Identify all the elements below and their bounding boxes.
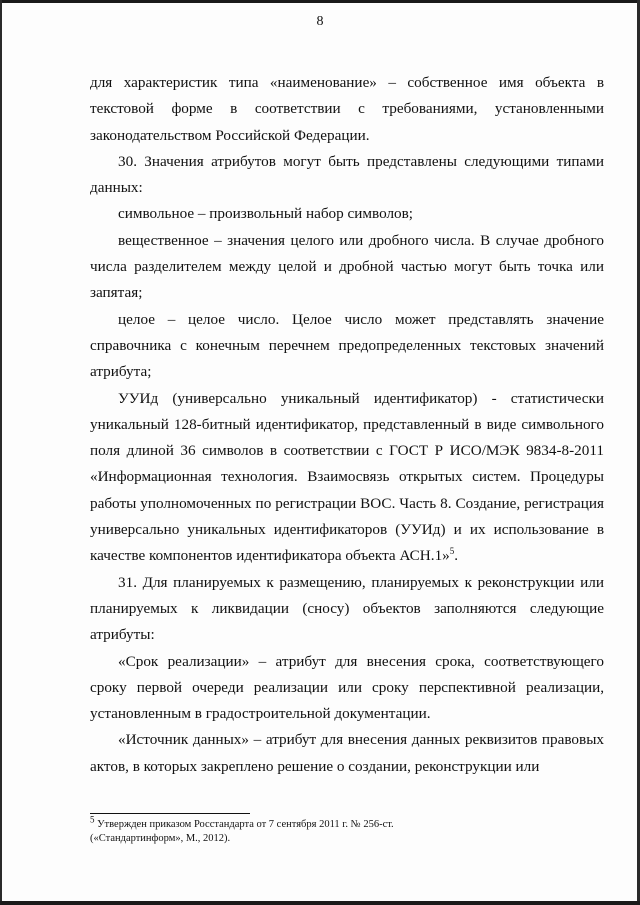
paragraph-term: «Срок реализации» – атрибут для внесения срока, соответствующего сроку первой очереди реализации или сроку перспективной реализации, установленным в градостроительной документации. [90,652,604,723]
scan-edge-top [0,0,640,3]
paragraph-integer: целое – целое число. Целое число может представлять значение справочника с конечным перечнем предопределенных текстовых значений атрибута; [90,310,604,381]
footnote-reference: 5 [449,546,455,557]
footnote-text-2: («Стандартинформ», М., 2012). [90,833,231,844]
page-number: 8 [316,14,324,29]
body-text [90,70,604,780]
paragraph-uuid-end: . [454,547,459,565]
paragraph-31: 31. Для планируемых к размещению, планируемых к реконструкции или планируемых к ликвидации (сносу) объектов заполняются следующие атрибуты: [90,573,604,644]
paragraph-real: вещественное – значения целого или дробного числа. В случае дробного числа разделителем между целой и дробной частью могут быть точка или запятая; [90,231,604,302]
footnotes [90,814,604,846]
footnote-separator [90,813,250,814]
footnote-text-1: Утвержден приказом Росстандарта от 7 сентября 2011 г. № 256-ст. [94,819,394,830]
footnote-line-1 [90,814,604,832]
paragraph-symbolic: символьное – произвольный набор символов; [118,205,414,223]
paragraph-continuation: для характеристик типа «наименование» – собственное имя объекта в текстовой форме в соответствии с требованиями, установленными законодательством Российской Федерации. [90,74,604,144]
paragraph-uuid [90,386,604,570]
paragraph-30: 30. Значения атрибутов могут быть представлены следующими типами данных: [90,152,604,197]
scan-edge-left [0,0,2,905]
paragraph-source: «Источник данных» – атрибут для внесения данных реквизитов правовых актов, в которых закреплено решение о создании, реконструкции или [90,731,604,775]
footnote-mark: 5 [90,814,95,825]
scan-edge-bottom [0,901,640,905]
paragraph-uuid-text: УУИд (универсально уникальный идентификатор) - статистически уникальный 128-битный идентификатор, представленный в виде символьного поля длиной 36 символов в соответствии с ГОСТ Р ИСО/МЭК 9834-8-2011 «Информационная технология. Взаимосвязь открытых систем. Процедуры работы уполномоченных по регистрации ВОС. Часть 8. Создание, регистрация универсально уникальных идентификаторов (УУИд) и их использование в качестве компонентов идентификатора объекта АСН.1» [90,389,604,565]
